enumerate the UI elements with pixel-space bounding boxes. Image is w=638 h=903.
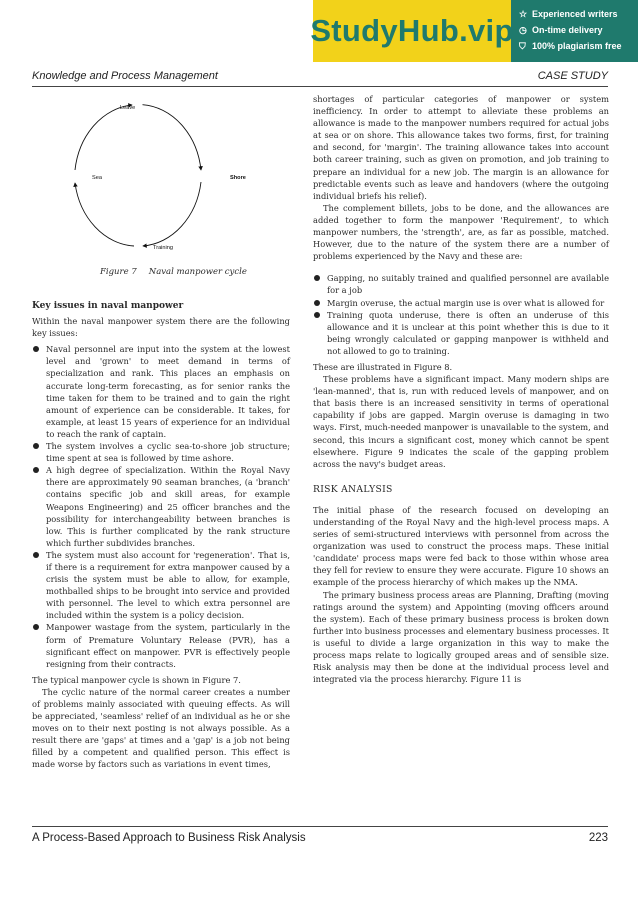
list-item (32, 621, 290, 669)
section-heading: RISK ANALYSIS (313, 483, 393, 495)
figure-title: Naval manpower cycle (148, 267, 247, 277)
paragraph: These are illustrated in Figure 8. (313, 361, 453, 372)
list-item (32, 440, 290, 464)
clock-icon: ◷ (519, 24, 527, 35)
list-item-text: Margin overuse, the actual margin use is over what is allowed for (327, 297, 605, 308)
banner-feature (519, 38, 635, 54)
list-item-text: A high degree of specialization. Within the Royal Navy there are approximately 90 seaman branches, (a 'branch' contains specific job and skill areas, for example Weapons Engineering) and 25 officer branches and the possibility for interchangeability between branches is low. This is further complicated by the rank structure which further subdivides branches. (46, 465, 290, 548)
section-label: CASE STUDY (537, 70, 608, 82)
figure-number: Figure 7 (100, 267, 137, 277)
banner-feature-list (519, 6, 635, 54)
spacer (313, 262, 609, 268)
bullet-list (32, 343, 290, 670)
node-shore: Shore (230, 175, 246, 181)
bullet-list (313, 272, 609, 357)
list-item (313, 297, 609, 309)
figure-caption (100, 267, 259, 277)
ad-banner[interactable] (310, 0, 638, 62)
list-item-text: The system involves a cyclic sea-to-shore job structure; time spent at sea is followed by time ashore. (46, 441, 290, 464)
list-item (32, 343, 290, 440)
list-item-text: Training quota underuse, there is often an underuse of this allowance and it is unclear at this point whether this is due to it being wrongly calculated or gapping manpower is withheld and not allowed to go to training. (327, 309, 609, 356)
list-item (32, 464, 290, 549)
paragraph: The cyclic nature of the normal career creates a number of problems mainly associated with queuing effects. As will be appreciated, 'seamless' relief of an individual as he or she moves on to their next posting is not always possible. As a result there are 'gaps' at times and a 'gap' is a job not being filled by a competent and qualified person. This effect is made worse by factors such as variations in event times, (32, 686, 290, 770)
list-item-text: The system must also account for 'regeneration'. That is, if there is a requirement for extra manpower caused by a crisis the system must be able to allow, for example, mothballed ships to be brought into service and provided with personnel. The level to which extra personnel are included within the system is a policy decision. (46, 549, 290, 621)
star-icon: ☆ (519, 8, 528, 19)
banner-feature (519, 6, 635, 22)
list-item (313, 309, 609, 357)
journal-title: Knowledge and Process Management (32, 70, 218, 82)
shield-icon: ⛉ (519, 40, 526, 51)
left-column (32, 300, 290, 771)
cycle-arc-shore-training (143, 182, 201, 246)
banner-feature-label: 100% plagiarism free (532, 41, 622, 51)
list-item-text: Naval personnel are input into the system at the lowest level and 'grown' to meet demand in terms of specialization and rank. This places an emphasis on accurate long-term forecasting, as for senior ranks the time taken for them to be trained and to gain the right amount of experience can be considerable. It takes, for example, at least 15 years of experience for an individual to reach the rank of captain. (46, 344, 290, 439)
paragraph: The complement billets, jobs to be done, and the allowances are added together to form the manpower 'Requirement', to which manpower numbers, the 'strength', are, as far as possible, matched. However, due to the nature of the system there are a number of problems experienced by the Navy and these are: (313, 202, 609, 262)
list-item-text: Manpower wastage from the system, particularly in the form of Premature Voluntary Release (PVR), has a significant effect on manpower. PVR is effectively people resigning from their contracts. (46, 622, 290, 669)
page-number: 223 (588, 832, 608, 844)
bullet-icon (314, 300, 320, 306)
studyhub-logo[interactable] (310, 0, 514, 62)
bullet-icon (33, 443, 39, 449)
bullet-icon (314, 275, 320, 281)
paragraph: The initial phase of the research focused on developing an understanding of the Royal Navy and the high-level process maps. A series of semi-structured interviews with personnel from across the organization was used to construct the process maps. These initial 'candidate' process maps were fed back to those within whose area they fell for review to ensure they were accurate. Figure 10 shows an example of the process hierarchy of which makes up the NMA. (313, 504, 609, 588)
banner-feature-label: Experienced writers (532, 9, 618, 19)
paragraph: Within the naval manpower system there are the following key issues: (32, 316, 290, 339)
paragraph: shortages of particular categories of manpower or system inefficiency. In order to attempt to alleviate these problems an allowance is made to the manpower numbers required for actual jobs at sea or on shore. This allowance takes two forms, first, for training and second, for 'margin'. The training allowance takes into account both career training, such as given on promotion, and job training to prepare an individual for a new job. The margin is an allowance for predictable events such as leave and handovers (where the outgoing individual briefs his relief). (313, 94, 609, 201)
running-title: A Process-Based Approach to Business Risk Analysis (32, 832, 306, 844)
manpower-cycle-diagram (32, 92, 290, 282)
list-item (32, 549, 290, 622)
banner-feature (519, 22, 635, 38)
paragraph: The primary business process areas are Planning, Drafting (moving ratings around the system) and Appointing (moving officers around the system). Each of these primary business process is broken down further into business processes and elementary business processes. It is useful to divide a large organization in this way to make the process maps relate to logically grouped areas and of sensible size. Risk analysis may then be done at the individual process level and integrated via the process hierarchy. Figure 11 is (313, 589, 609, 685)
footer-rule (32, 826, 608, 827)
node-training: Training (153, 245, 174, 251)
section-heading: Key issues in naval manpower (32, 301, 184, 311)
paragraph: The typical manpower cycle is shown in Figure 7. (32, 674, 241, 685)
bullet-icon (33, 467, 39, 473)
cycle-arc-training-sea (75, 183, 134, 246)
cycle-arc-sea-leave (75, 105, 132, 170)
node-leave: Leave (120, 105, 136, 111)
list-item (313, 272, 609, 296)
banner-feature-label: On-time delivery (532, 25, 603, 35)
paragraph: These problems have a significant impact. Many modern ships are 'lean-manned', that is, run with reduced levels of manpower, and on that basis there is an increased sensitivity in terms of operational capability if jobs are gapped. Margin overuse is damaging in two ways. First, much-needed manpower is unavailable to the system, and second, this incurs a significant cost, money which cannot be spent elsewhere. Figure 9 indicates the scale of the gapping problem across the navy's budget areas. (313, 374, 609, 469)
bullet-icon (314, 312, 320, 318)
bullet-icon (33, 552, 39, 558)
node-sea: Sea (92, 175, 102, 181)
bullet-icon (33, 346, 39, 352)
list-item-text: Gapping, no suitably trained and qualified personnel are available for a job (327, 273, 609, 296)
cycle-arc-leave-shore (143, 105, 202, 170)
right-column (313, 93, 609, 685)
bullet-icon (33, 624, 39, 630)
header-rule (32, 86, 608, 87)
logo-text: StudyHub.vip (310, 13, 514, 48)
